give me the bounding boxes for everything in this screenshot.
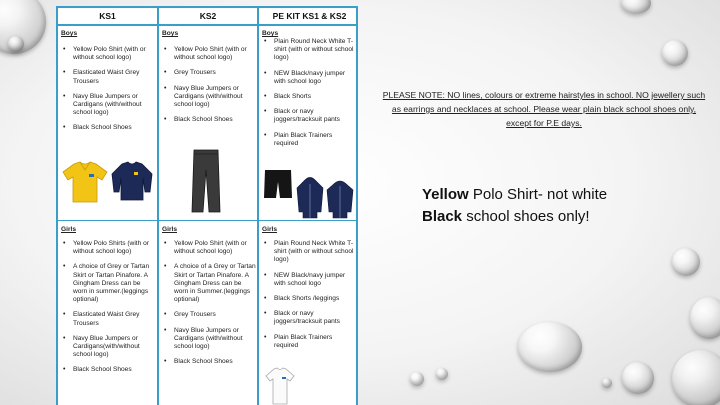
ks1-header: KS1 bbox=[58, 8, 157, 26]
list-item: • Yellow Polo Shirt (with or without school logo) bbox=[161, 46, 256, 62]
list-item: • Yellow Polo Shirt (with or without school logo) bbox=[60, 46, 156, 62]
list-item: • Navy Blue Jumpers or Cardigans(with/without school logo) bbox=[60, 335, 156, 360]
list-item: • Yellow Polo Shirt (with or without school logo) bbox=[161, 240, 256, 256]
list-item: • Plain Round Neck White T-shirt (with or without school logo) bbox=[261, 38, 357, 63]
water-droplet bbox=[690, 297, 720, 339]
water-droplet bbox=[672, 248, 700, 276]
list-item: • Black Shorts /leggings bbox=[261, 295, 357, 303]
black-shorts-image bbox=[263, 168, 293, 200]
ks1-girls-list bbox=[60, 240, 156, 382]
white-tshirt-image bbox=[265, 366, 295, 405]
caption-line-2 bbox=[422, 208, 590, 225]
ks2-header: KS2 bbox=[159, 8, 257, 26]
list-item: • Black Shorts bbox=[261, 93, 357, 101]
list-item: • NEW Black/navy jumper with school logo bbox=[261, 272, 357, 288]
water-droplet bbox=[602, 378, 612, 388]
list-item: • Grey Trousers bbox=[161, 311, 256, 319]
uniform-table bbox=[56, 6, 358, 405]
list-item: • A choice of a Grey or Tartan Skirt or Tartan Pinafore. A Gingham Dress can be worn in Summer.(leggings optional) bbox=[161, 263, 256, 304]
pe-kit-header: PE KIT KS1 & KS2 bbox=[259, 8, 358, 26]
list-item: • Plain Round Neck White T-shirt (with or without school logo) bbox=[261, 240, 357, 265]
caption-line-1-bold: Yellow bbox=[422, 186, 469, 203]
yellow-polo-shirt-image bbox=[62, 160, 108, 204]
list-item: • Elasticated Waist Grey Trousers bbox=[60, 69, 156, 85]
row-divider bbox=[259, 220, 358, 221]
list-item: • A choice of Grey or Tartan Skirt or Tartan Pinafore. A Gingham Dress can be worn in summer.(leggings optional) bbox=[60, 263, 156, 304]
list-item: • Grey Trousers bbox=[161, 69, 256, 77]
ks2-girls-list bbox=[161, 240, 256, 373]
navy-hoodie-image bbox=[295, 176, 325, 220]
list-item: • Navy Blue Jumpers or Cardigans (with/without school logo) bbox=[161, 327, 256, 352]
water-droplet bbox=[622, 362, 654, 394]
list-item: • Black or navy joggers/tracksuit pants bbox=[261, 108, 357, 124]
pe-boys-list bbox=[261, 38, 357, 155]
ks1-boys-list bbox=[60, 46, 156, 140]
list-item: • Navy Blue Jumpers or Cardigans (with/without school logo) bbox=[161, 85, 256, 110]
ks1-boys-label: Boys bbox=[61, 30, 78, 37]
water-droplet bbox=[662, 40, 688, 66]
caption-line-2-text: school shoes only! bbox=[462, 208, 590, 225]
dress-code-note: PLEASE NOTE: NO lines, colours or extreme hairstyles in school. NO jewellery such as earrings and necklaces at school. Please wear plain black school shoes only, except for P.E days. bbox=[382, 90, 706, 128]
list-item: • Plain Black Trainers required bbox=[261, 334, 357, 350]
water-droplet bbox=[410, 372, 424, 386]
caption-line-1-text: Polo Shirt- not white bbox=[468, 186, 608, 203]
list-item: • Black School Shoes bbox=[60, 124, 156, 132]
list-item: • Elasticated Waist Grey Trousers bbox=[60, 311, 156, 327]
row-divider bbox=[159, 220, 257, 221]
pe-girls-list bbox=[261, 240, 357, 357]
ks2-column bbox=[159, 8, 259, 405]
navy-jogger-jacket-image bbox=[325, 180, 355, 220]
list-item: • Black or navy joggers/tracksuit pants bbox=[261, 310, 357, 326]
ks2-boys-list bbox=[161, 46, 256, 131]
water-droplet bbox=[518, 322, 582, 372]
pe-girls-label: Girls bbox=[262, 226, 278, 233]
ks1-girls-label: Girls bbox=[61, 226, 77, 233]
ks2-boys-label: Boys bbox=[162, 30, 179, 37]
water-droplet bbox=[672, 350, 720, 405]
caption-line-1 bbox=[422, 186, 607, 203]
row-divider bbox=[58, 220, 157, 221]
grey-trousers-image bbox=[191, 148, 221, 214]
water-droplet bbox=[621, 0, 651, 14]
caption-line-2-bold: Black bbox=[422, 208, 463, 225]
list-item: • Navy Blue Jumpers or Cardigans (with/without school logo) bbox=[60, 93, 156, 118]
pe-kit-column bbox=[259, 8, 358, 405]
ks2-girls-label: Girls bbox=[162, 226, 178, 233]
pe-boys-label: Boys bbox=[262, 30, 279, 37]
list-item: • Black School Shoes bbox=[60, 366, 156, 374]
list-item: • Black School Shoes bbox=[161, 116, 256, 124]
list-item: • Plain Black Trainers required bbox=[261, 132, 357, 148]
ks1-column bbox=[58, 8, 159, 405]
navy-jumper-image bbox=[110, 160, 154, 202]
list-item: • Yellow Polo Shirts (with or without school logo) bbox=[60, 240, 156, 256]
list-item: • Black School Shoes bbox=[161, 358, 256, 366]
list-item: • NEW Black/navy jumper with school logo bbox=[261, 70, 357, 86]
water-droplet bbox=[8, 36, 24, 52]
water-droplet bbox=[436, 368, 448, 380]
